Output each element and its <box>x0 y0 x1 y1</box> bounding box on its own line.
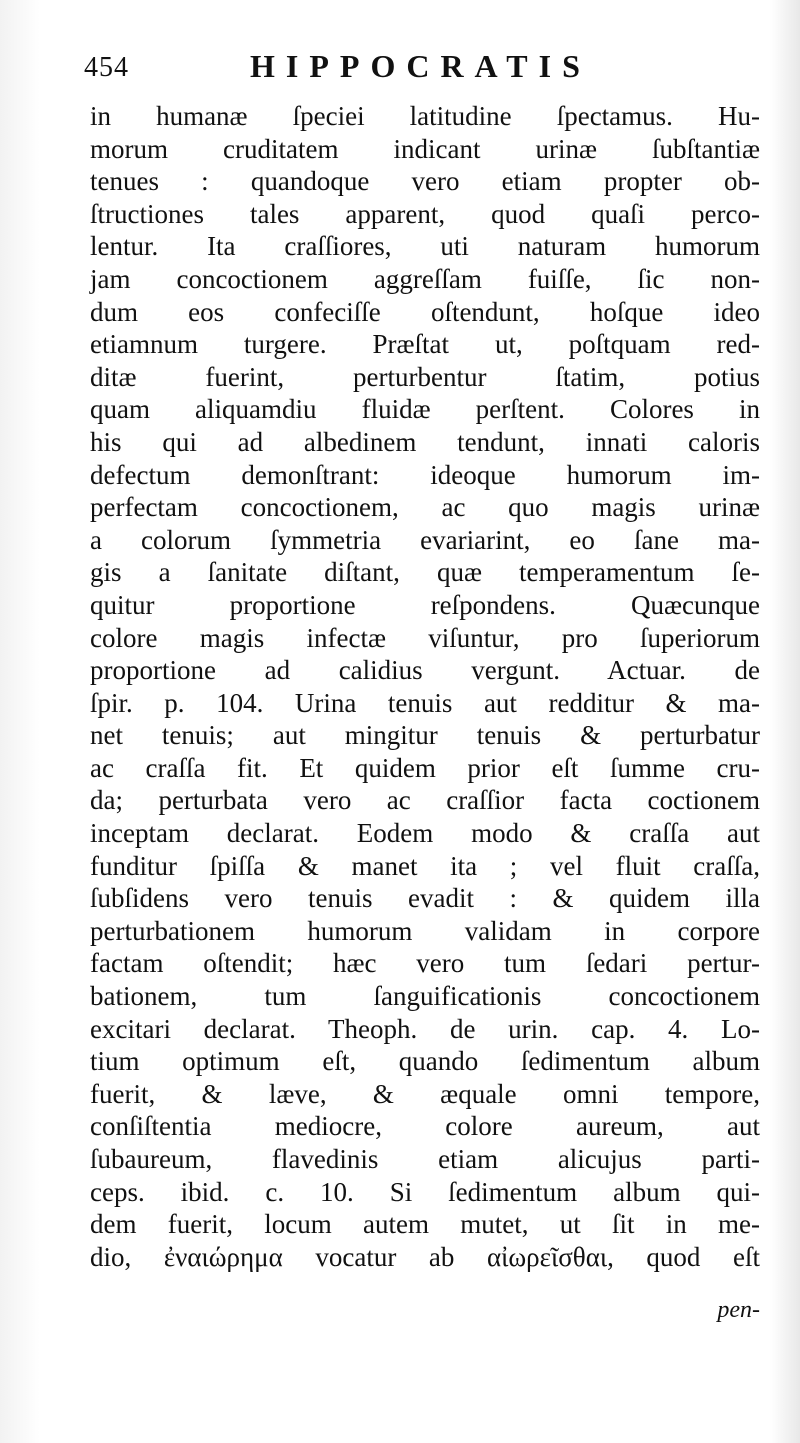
text-line: dio, ἐναιώρημα vocatur ab αἰωρεῖσθαι, quod eſt <box>90 1241 760 1272</box>
text-line: ceps. ibid. c. 10. Si ſedimentum album qui- <box>90 1176 760 1207</box>
page-header <box>80 42 760 88</box>
text-line: etiamnum turgere. Præſtat ut, poſtquam red- <box>90 329 760 360</box>
text-line: morum cruditatem indicant urinæ ſubſtantiæ <box>90 133 760 164</box>
text-line: ſtructiones tales apparent, quod quaſi perco- <box>90 198 760 229</box>
text-line: dem fuerit, locum autem mutet, ut ſit in me- <box>90 1209 760 1240</box>
text-line: quitur proportione reſpondens. Quæcunque <box>90 589 760 620</box>
page-number: 454 <box>84 52 129 83</box>
catchword: pen- <box>717 1297 760 1323</box>
text-line: colore magis infectæ viſuntur, pro ſuperiorum <box>90 622 760 653</box>
text-line: inceptam declarat. Eodem modo & craſſa aut <box>90 818 760 849</box>
text-line: tium optimum eſt, quando ſedimentum album <box>90 1046 760 1077</box>
text-line: perfectam concoctionem, ac quo magis urinæ <box>90 492 760 523</box>
text-line: factam oſtendit; hæc vero tum ſedari pertur- <box>90 948 760 979</box>
text-line: ac craſſa fit. Et quidem prior eſt ſumme cru- <box>90 752 760 783</box>
text-line: defectum demonſtrant: ideoque humorum im- <box>90 459 760 490</box>
text-line: excitari declarat. Theoph. de urin. cap. 4. Lo- <box>90 1013 760 1044</box>
text-line: conſiſtentia mediocre, colore aureum, aut <box>90 1111 760 1142</box>
text-line: da; perturbata vero ac craſſior facta coctionem <box>90 785 760 816</box>
text-line: bationem, tum ſanguificationis concoctionem <box>90 981 760 1012</box>
text-line: ſpir. p. 104. Urina tenuis aut redditur & ma- <box>90 687 760 718</box>
text-line: tenues : quandoque vero etiam propter ob- <box>90 166 760 197</box>
text-line: in humanæ ſpeciei latitudine ſpectamus. Hu- <box>90 101 760 131</box>
text-line: net tenuis; aut mingitur tenuis & perturbatur <box>90 720 760 751</box>
text-line: funditur ſpiſſa & manet ita ; vel fluit craſſa, <box>90 850 760 881</box>
text-line: his qui ad albedinem tendunt, innati caloris <box>90 426 760 457</box>
text-line: ſubſidens vero tenuis evadit : & quidem illa <box>90 883 760 914</box>
catchword-row <box>90 1297 760 1331</box>
text-line: fuerit, & læve, & æquale omni tempore, <box>90 1078 760 1109</box>
text-line: ditæ fuerint, perturbentur ſtatim, potius <box>90 361 760 392</box>
text-line: a colorum ſymmetria evariarint, eo ſane ma- <box>90 524 760 555</box>
text-line: proportione ad calidius vergunt. Actuar. de <box>90 655 760 686</box>
text-line: gis a ſanitate diſtant, quæ temperamentum ſe- <box>90 557 760 588</box>
text-line: jam concoctionem aggreſſam fuiſſe, ſic non- <box>90 263 760 294</box>
text-line: perturbationem humorum validam in corpore <box>90 915 760 946</box>
text-line: ſubaureum, flavedinis etiam alicujus parti- <box>90 1144 760 1174</box>
text-line: dum eos confeciſſe oſtendunt, hoſque ideo <box>90 296 760 327</box>
body-text <box>90 100 760 1273</box>
text-line: lentur. Ita craſſiores, uti naturam humorum <box>90 231 760 262</box>
text-line: quam aliquamdiu fluidæ perſtent. Colores in <box>90 394 760 425</box>
running-title: HIPPOCRATIS <box>250 48 591 84</box>
